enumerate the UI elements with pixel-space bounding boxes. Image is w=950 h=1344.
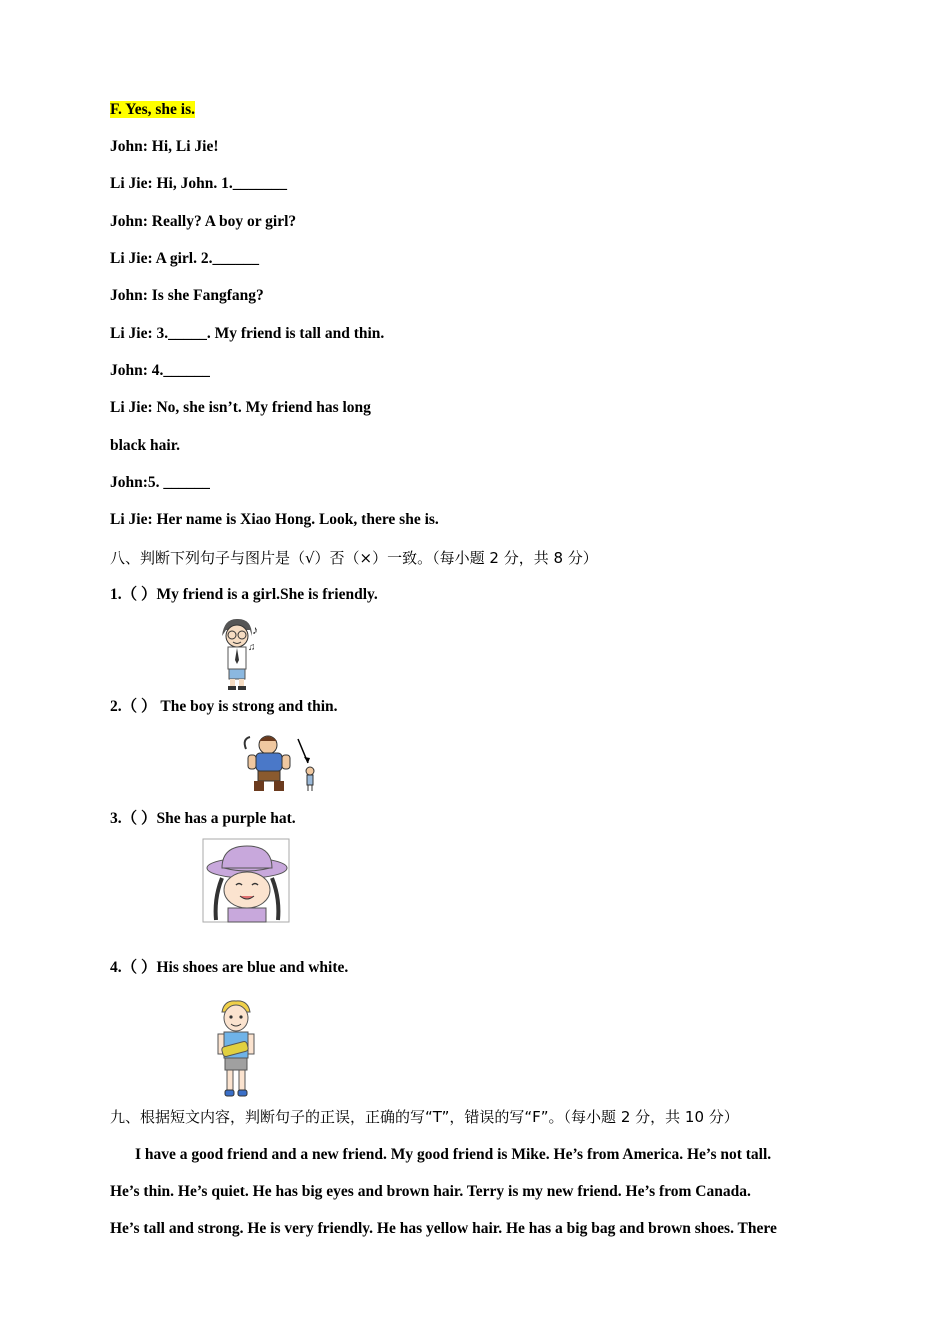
strong-and-thin-boys-image (240, 733, 322, 795)
dialogue-line: Li Jie: Hi, John. 1._______ (110, 175, 287, 192)
question-2-text: 2.（ ） The boy is strong and thin. (110, 698, 338, 715)
dialogue-line: John: Really? A boy or girl? (110, 213, 297, 230)
boy-with-glasses-image (208, 614, 268, 692)
dialogue-line: Li Jie: 3._____. My friend is tall and thin. (110, 325, 385, 342)
dialogue-line: John: Hi, Li Jie! (110, 138, 219, 155)
section-9-heading: 九、根据短文内容，判断句子的正误，正确的写“T”，错误的写“F”。（每小题 2 分，共 10 分） (110, 1108, 739, 1126)
question-3-text: 3.（ ）She has a purple hat. (110, 810, 296, 827)
dialogue-line: Li Jie: A girl. 2.______ (110, 250, 259, 267)
dialogue-line: black hair. (110, 437, 181, 454)
dialogue-line: John: 4.______ (110, 362, 210, 379)
passage-line: He’s tall and strong. He is very friendly. He has yellow hair. He has a big bag and brown shoes. There (110, 1220, 777, 1237)
section-8-heading: 八、判断下列句子与图片是（√）否（×）一致。（每小题 2 分，共 8 分） (110, 549, 598, 567)
dialogue-line: John: Is she Fangfang? (110, 287, 264, 304)
girl-with-purple-hat-image (202, 838, 292, 924)
option-f: F. Yes, she is. (110, 101, 195, 118)
question-1-text: 1.（ ）My friend is a girl.She is friendly. (110, 586, 378, 603)
question-4-text: 4.（ ）His shoes are blue and white. (110, 959, 349, 976)
svg-text:♪: ♪ (252, 623, 258, 637)
passage-line: He’s thin. He’s quiet. He has big eyes and brown hair. Terry is my new friend. He’s from Canada. (110, 1183, 751, 1200)
passage-line: I have a good friend and a new friend. My good friend is Mike. He’s from America. He’s not tall. (135, 1146, 772, 1163)
dialogue-line: Li Jie: No, she isn’t. My friend has long (110, 399, 371, 416)
blond-boy-with-skateboard-image (214, 998, 258, 1102)
dialogue-line: John:5. ______ (110, 474, 210, 491)
dialogue-line: Li Jie: Her name is Xiao Hong. Look, there she is. (110, 511, 439, 528)
svg-text:♫: ♫ (248, 642, 256, 653)
